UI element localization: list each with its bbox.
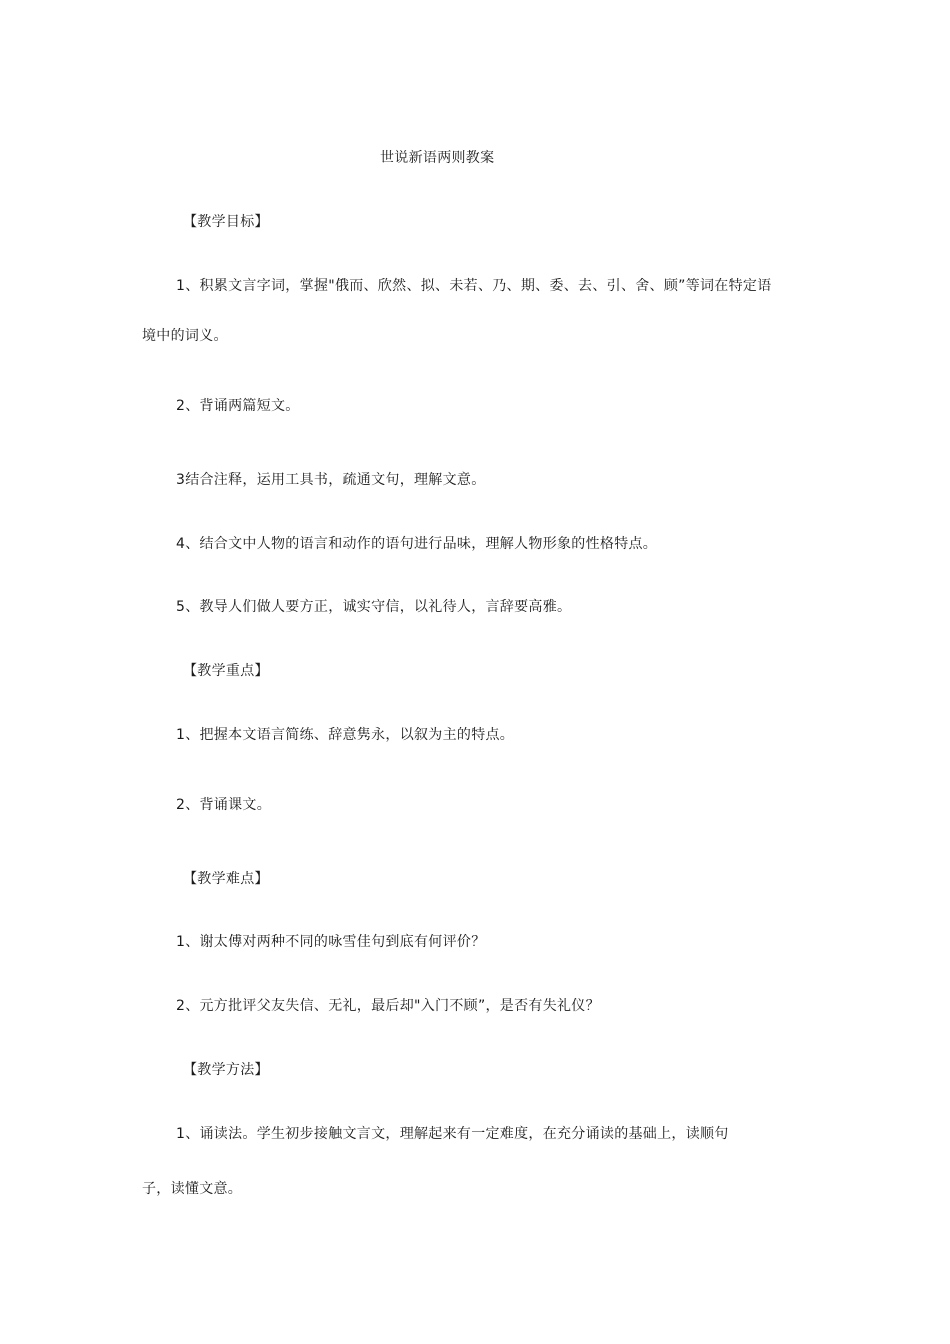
difficulty-item-2: 2、元方批评父友失信、无礼，最后却"入门不顾”，是否有失礼仪？ (176, 998, 600, 1014)
objective-item-1-line-1: 1、积累文言字词，掌握"俄而、欣然、拟、未若、乃、期、委、去、引、舍、顾”等词在特定语 (176, 278, 772, 294)
key-point-item-1: 1、把握本文语言简练、辞意隽永，以叙为主的特点。 (176, 727, 515, 743)
document-title: 世说新语两则教案 (380, 150, 495, 166)
objective-item-2: 2、背诵两篇短文。 (176, 398, 300, 414)
difficulty-item-1: 1、谢太傅对两种不同的咏雪佳句到底有何评价？ (176, 934, 486, 950)
section-heading-difficulties: 【教学难点】 (183, 871, 269, 887)
key-point-item-2: 2、背诵课文。 (176, 797, 272, 813)
method-item-1-line-2: 子，读懂文意。 (142, 1181, 243, 1197)
objective-item-1-line-2: 境中的词义。 (142, 328, 228, 344)
section-heading-methods: 【教学方法】 (183, 1062, 269, 1078)
objective-item-3: 3结合注释，运用工具书，疏通文句，理解文意。 (176, 472, 486, 488)
section-heading-objectives: 【教学目标】 (183, 214, 269, 230)
objective-item-4: 4、结合文中人物的语言和动作的语句进行品味，理解人物形象的性格特点。 (176, 536, 658, 552)
section-heading-key-points: 【教学重点】 (183, 663, 269, 679)
objective-item-5: 5、教导人们做人要方正，诚实守信，以礼待人，言辞要高雅。 (176, 599, 572, 615)
method-item-1-line-1: 1、诵读法。学生初步接触文言文，理解起来有一定难度，在充分诵读的基础上，读顺句 (176, 1126, 729, 1142)
